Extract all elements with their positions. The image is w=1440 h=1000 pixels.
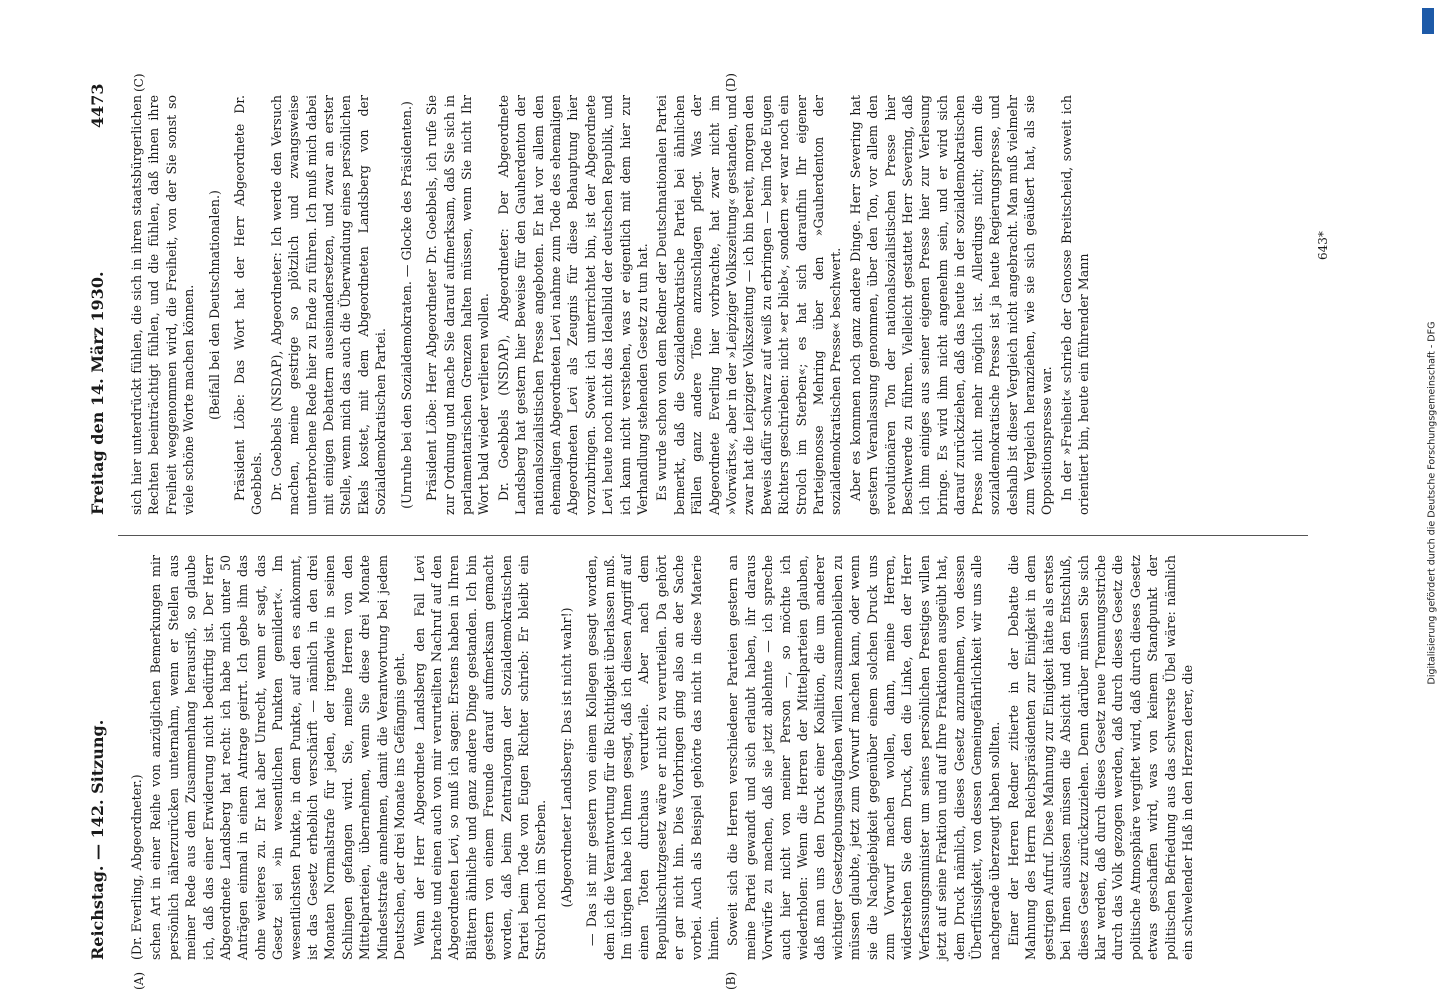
interjection: (Beifall bei den Deutschnationalen.) [206, 190, 222, 420]
digitization-note [1418, 8, 1440, 998]
column-divider [118, 535, 1308, 536]
paragraph: Soweit sich die Herren verschiedener Parteien gestern an meine Partei gewandt und sich erlaubt haben, ihr daraus Vorwürfe zu machen, daß sie jetzt ablehnte — ich spreche auch hier nicht von meiner Person —, so möchte ich wiederholen: Wenn die Herren der Mittelparteien glauben, daß man uns den Druck einer Koalition, die um anderer wichtiger Gesetzgebungsaufgaben willen zusammenbleiben zu müssen glaubte, jetzt zum Vorwurf machen kann, oder wenn sie die Nachgiebigkeit gegenüber einem solchen Druck uns zum Vorwurf machen wollen, dann, meine Herren, widerstehen Sie dem Druck, den die Linke, den der Herr Verfassungsminister um seines persönlichen Prestiges willen jetzt auf seine Fraktion und auf Ihre Fraktionen ausgeübt hat, dem Druck nämlich, dieses Gesetz anzunehmen, von dessen Überflüssigkeit, von dessen Gemeingefährlichkeit wir uns alle nachgerade überzeugt haben sollten. [725, 555, 1002, 960]
left-column [128, 555, 1308, 960]
paragraph: Präsident Löbe: Herr Abgeordneter Dr. Goebbels, ich rufe Sie zur Ordnung und mache Sie darauf aufmerksam, daß Sie sich in parlamentarischen Grenzen halten müssen, wenn Sie nicht Ihr Wort bald wieder verlieren wollen. [424, 95, 492, 515]
paragraph: (Dr. Everling, Abgeordneter.) [129, 774, 144, 960]
margin-mark-d: (D) [724, 73, 738, 92]
margin-mark-a: (A) [132, 971, 146, 990]
dfg-logo [1422, 8, 1434, 34]
paragraph: Einer der Herren Redner zitierte in der Debatte die Mahnung des Herrn Reichspräsidenten zur Einigkeit in dem gestrigen Aufruf. Diese Mahnung zur Einigkeit hätte als erstes bei Ihnen auslösen müssen die Absicht und den Entschluß, dieses Gesetz zurückzuziehen. Denn darüber müssen Sie sich klar werden, daß durch dieses Gesetz neue Trennungsstriche durch das Volk gezogen werden, daß durch dieses Gesetz die politische Atmosphäre vergiftet wird, daß durch dieses Gesetz etwas geschaffen wird, was von keinem Standpunkt der politischen Befriedung aus das schwerste Übel wäre: nämlich ein schwelender Haß in den Herzen derer, die [1005, 555, 1195, 960]
paragraph: — Das ist mir gestern von einem Kollegen gesagt worden, dem ich die Verantwortung für die Richtigkeit überlassen muß. Im übrigen habe ich Ihnen gesagt, daß ich diesen Angriff auf einen Toten durchaus verurteile. Aber nach dem Republikschutzgesetz wäre er nicht zu verurteilen. Da gehört er gar nicht hin. Dies Vorbringen ging also an der Sache vorbei. Auch als Beispiel gehörte das nicht in diese Materie hinein. [584, 555, 721, 960]
paragraph: Es wurde schon von dem Redner der Deutschnationalen Partei bemerkt, daß die Sozialdemokratische Partei bei ähnlichen Fällen ganz andere Töne anzuschlagen pflegt. Was der Abgeordnete Everling hier vorbrachte, hat zwar nicht im »Vorwärts«, aber in der »Leipziger Volkszeitung« gestanden, und zwar hat die Leipziger Volkszeitung — ich bin bereit, morgen den Beweis dafür schwarz auf weiß zu erbringen — beim Tode Eugen Richters geschrieben: nicht »er blieb«, sondern »er war noch ein Strolch im Sterben«; es hat sich daraufhin Ihr eigener Parteigenosse Mehring über den »Gauherdenton der sozialdemokratischen Presse« beschwert. [654, 95, 844, 515]
paragraph: Dr. Goebbels (NSDAP), Abgeordneter: Der Abgeordnete Landsberg hat gestern hier Beweise für den Gauherdenton der nationalsozialistischen Presse angeboten. Er hat vor allem den ehemaligen Abgeordneten Levi nahme zum Tode des ehemaligen Abgeordneten Levi als Zeugnis für diese Behauptung hier vorzubringen. Soweit ich unterrichtet bin, ist der Abgeordnete Levi heute noch nicht das Idealbild der deutschen Republik, und ich kann nicht verstehen, was er eigentlich mit dem hier zur Verhandlung stehenden Gesetz zu tun hat. [495, 95, 650, 515]
right-column [128, 95, 1308, 515]
page-number: 4473 [88, 83, 107, 128]
paragraph: schen Art in einer Reihe von anzüglichen Bemerkungen mir persönlich näherzurücken unternahm, wenn er Stellen aus meiner Rede aus dem Zusammenhang herausriß, so glaube ich, daß das einer Erwiderung nicht bedürftig ist. Der Herr Abgeordnete Landsberg hat recht: ich habe mich unter 50 Anträgen einmal in einem Antrage geirrt. Ich gebe ihm das ohne weiteres zu. Er hat aber Unrecht, wenn er sagt, das Gesetz sei »in wesentlichen Punkten gemildert«. Im wesentlichsten Punkte, in dem Punkte, auf den es ankommt, ist das Gesetz erheblich verschärft — nämlich in den drei Monaten Normalstrafe für jeden, der irgendwie in seinen Schlingen gefangen wird. Sie, meine Herren von den Mittelparteien, übernehmen, wenn Sie diese drei Monate Mindeststrafe annehmen, damit die Verantwortung bei jedem Deutschen, der drei Monate ins Gefängnis geht. [148, 555, 408, 960]
interjection: (Abgeordneter Landsberg: Das ist nicht wahr!) [558, 607, 574, 908]
margin-mark-b: (B) [724, 971, 738, 990]
rotated-page [84, 73, 1414, 990]
margin-mark-c: (C) [132, 73, 146, 92]
header-center: Freitag den 14. März 1930. [88, 271, 107, 515]
page-header [84, 83, 114, 960]
paragraph: Dr. Goebbels (NSDAP), Abgeordneter: Ich werde den Versuch machen, meine gestrige so plötzlich und zwangsweise unterbrochene Rede hier zu Ende zu führen. Ich muß mich dabei mit einigen Debattern auseinandersetzen, und zwar an erster Stelle, wenn mich das auch die Überwindung eines persönlichen Ekels kostet, mit dem Abgeordneten Landsberg von der Sozialdemokratischen Partei. [268, 95, 389, 515]
digitization-text: Digitalisierung gefördert durch die Deutsche Forschungsgemeinschaft - DFG [1426, 321, 1438, 685]
paragraph: In der »Freiheit« schrieb der Genosse Breitscheid, soweit ich orientiert bin, heute ein führender Mann [1058, 95, 1092, 515]
paragraph: Wenn der Herr Abgeordnete Landsberg den Fall Levi brachte und einen auch von mir verurteilten Nachruf auf den Abgeordneten Levi, so muß ich sagen: Erstens haben in Ihren Blättern ähnliche und ganz andere Dinge gestanden. Ich bin gestern von einem Freunde darauf aufmerksam gemacht worden, daß beim Zentralorgan der Sozialdemokratischen Partei beim Tode von Eugen Richter schrieb: Er bleibt ein Strolch noch im Sterben. [411, 555, 549, 960]
paragraph: sich hier unterdrückt fühlen, die sich in ihren staatsbürgerlichen Rechten beeinträchtigt fühlen, und die fühlen, daß ihnen ihre Freiheit weggenommen wird, die Freiheit, von der Sie sonst so viele schöne Worte machen können. [129, 95, 197, 515]
signature-mark: 643* [1316, 231, 1330, 260]
paragraph: Aber es kommen noch ganz andere Dinge. Herr Severing hat gestern Veranlassung genommen, über den Ton, vor allem den revolutionären Ton der nationalsozialistischen Presse hier Beschwerde zu führen. Vielleicht gestattet Herr Severing, daß ich ihm einiges aus seiner eigenen Presse hier zur Verlesung bringe. Es wird ihm nicht angenehm sein, und er wird sich darauf zurückziehen, daß das heute in der sozialdemokratischen Presse nicht mehr möglich ist. Allerdings nicht; denn die sozialdemokratische Presse ist ja heute Regierungspresse, und deshalb ist dieser Vergleich nicht angebracht. Man muß vielmehr zum Vergleich heranziehen, wie sie sich geäußert hat, als sie Oppositionspresse war. [847, 95, 1055, 515]
paragraph: Präsident Löbe: Das Wort hat der Herr Abgeordnete Dr. Goebbels. [232, 95, 265, 515]
header-left: Reichstag. — 142. Sitzung. [88, 719, 107, 960]
interjection: (Unruhe bei den Sozialdemokraten. — Glocke des Präsidenten.) [398, 101, 414, 509]
